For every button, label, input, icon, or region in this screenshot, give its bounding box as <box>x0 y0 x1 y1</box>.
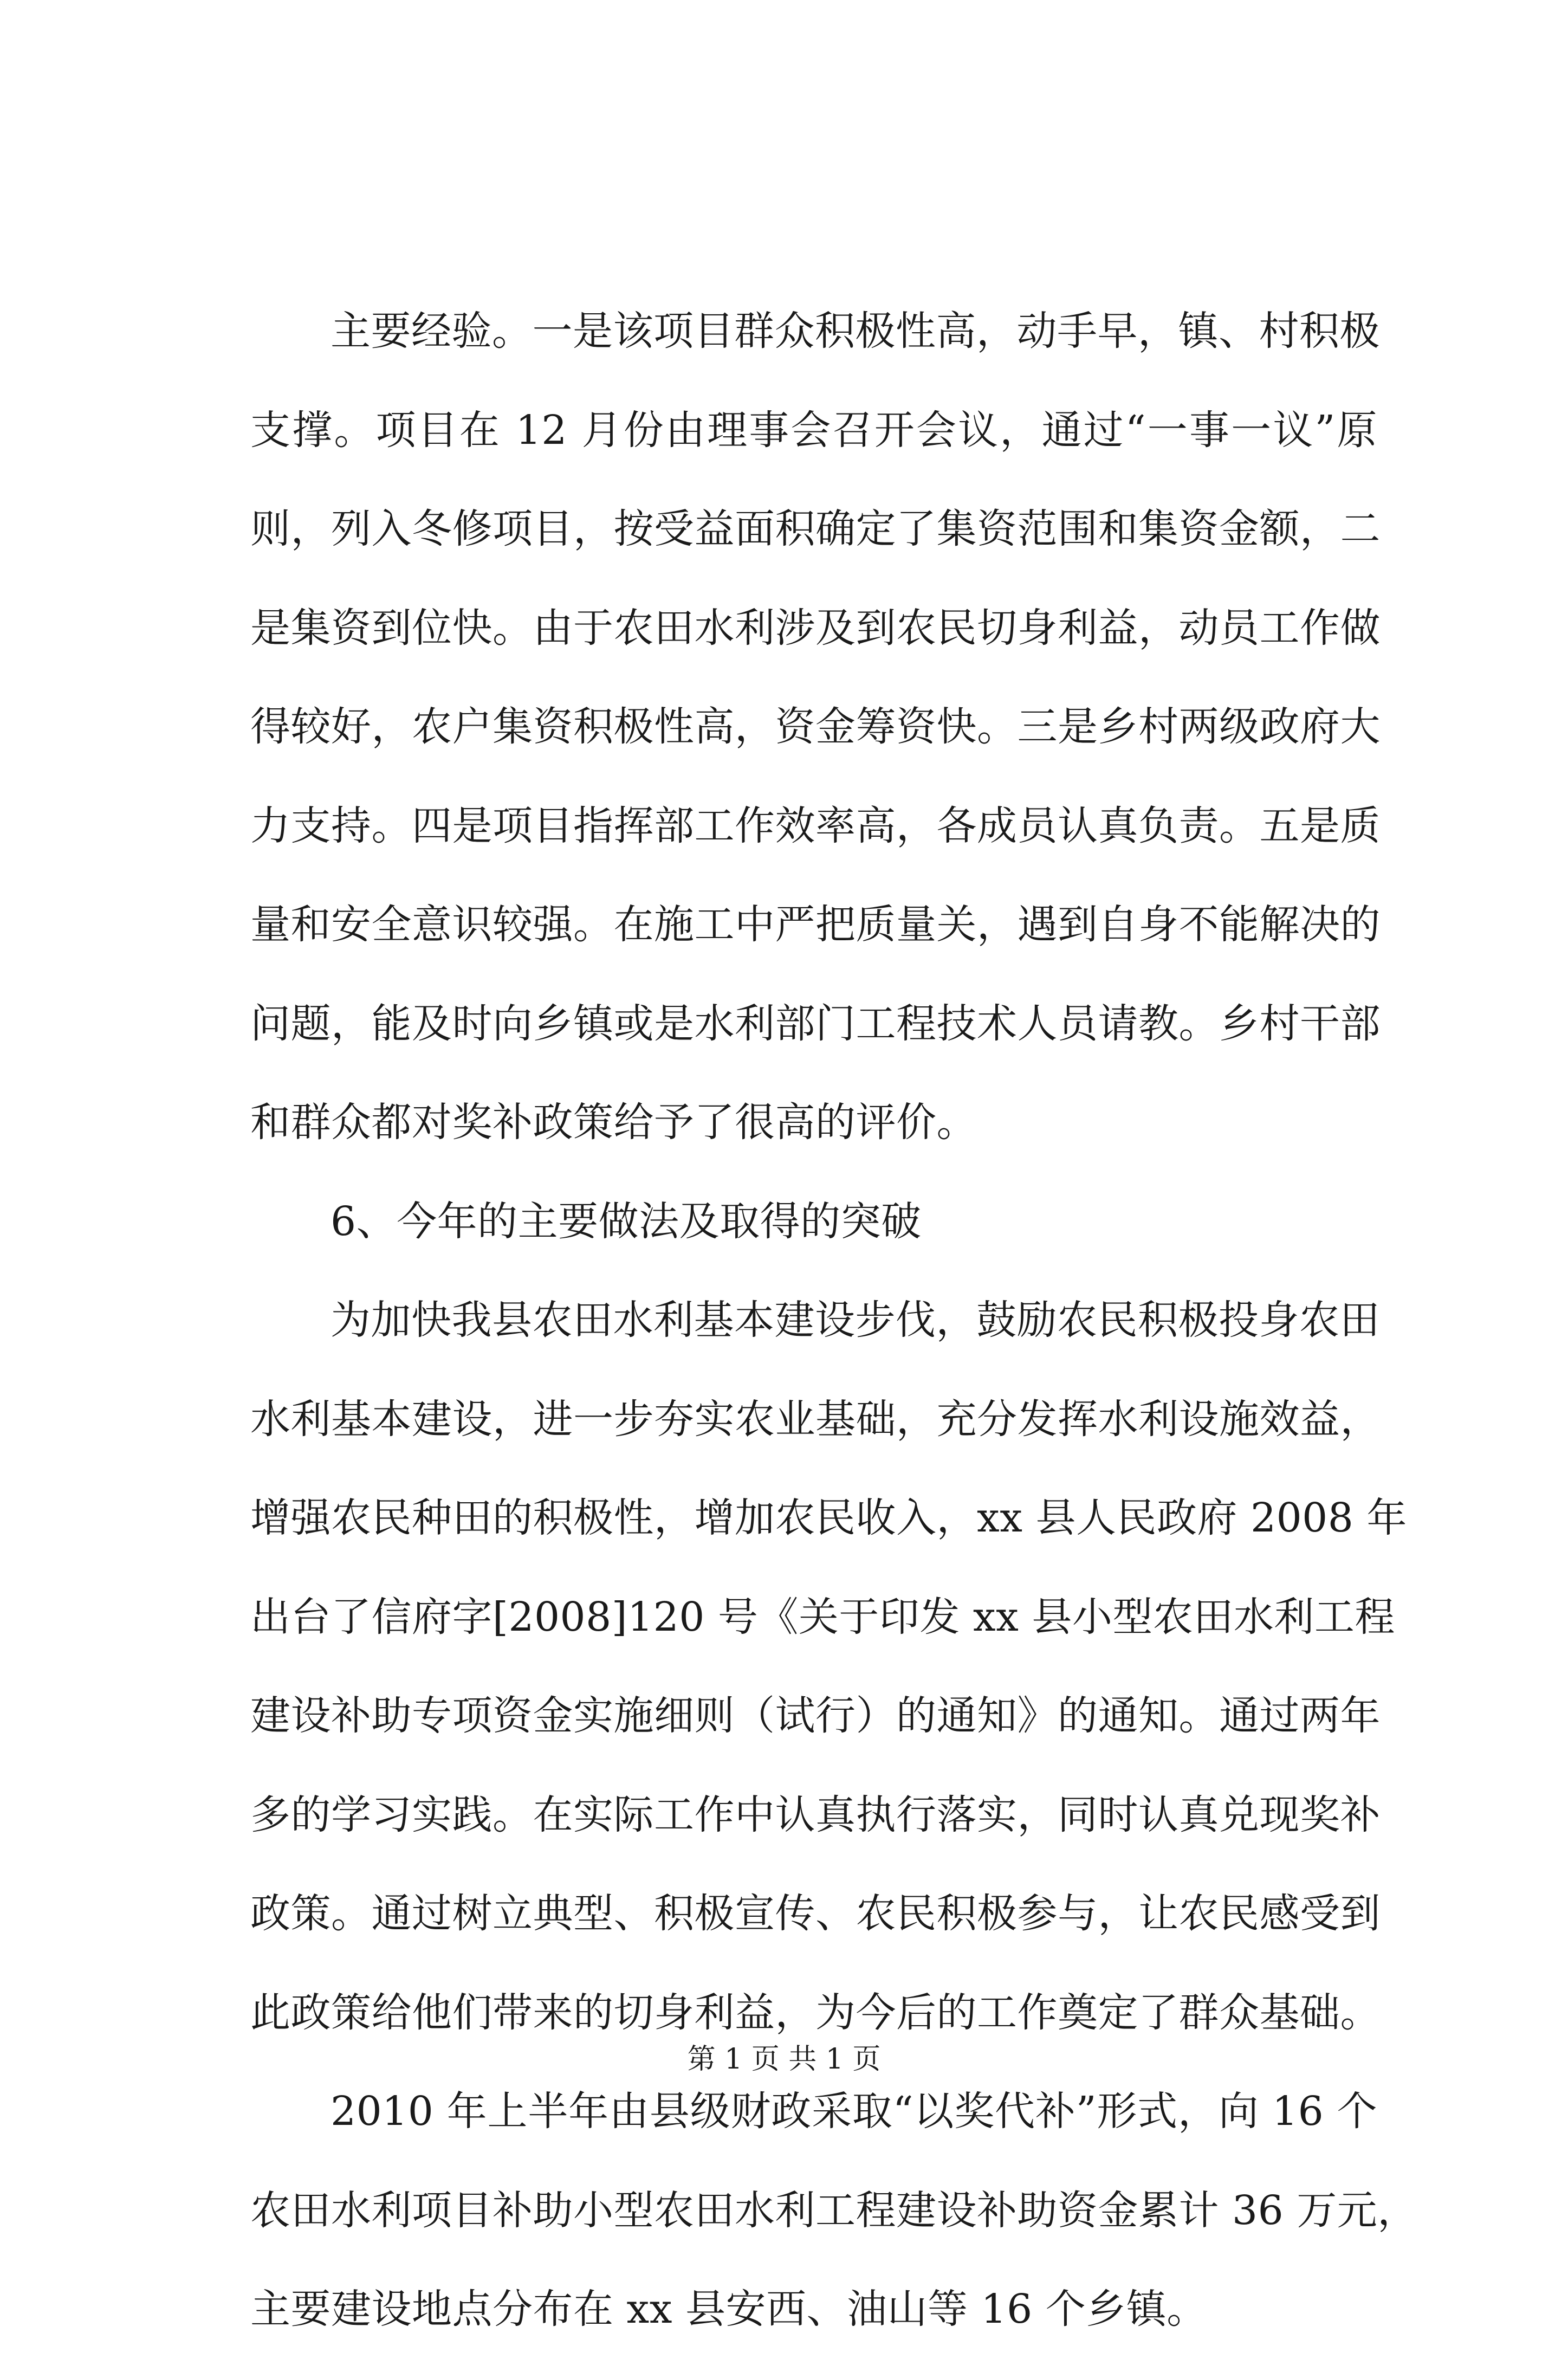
paragraph-line: 2010 年上半年由县级财政采取“以奖代补”形式，向 16 个 <box>331 2088 1377 2135</box>
paragraph-line: 政策。通过树立典型、积极宣传、农民积极参与，让农民感受到 <box>250 1890 1381 1937</box>
paragraph-line: 问题，能及时向乡镇或是水利部门工程技术人员请教。乡村干部 <box>250 1000 1381 1047</box>
paragraph-line: 量和安全意识较强。在施工中严把质量关，遇到自身不能解决的 <box>250 901 1381 948</box>
paragraph-line: 主要经验。一是该项目群众积极性高，动手早，镇、村积极 <box>331 308 1380 354</box>
paragraph-line: 增强农民种田的积极性，增加农民收入，xx 县人民政府 2008 年 <box>250 1495 1407 1541</box>
paragraph-line: 则，列入冬修项目，按受益面积确定了集资范围和集资金额，二 <box>250 506 1381 552</box>
paragraph-line: 力支持。四是项目指挥部工作效率高，各成员认真负责。五是质 <box>250 802 1381 849</box>
paragraph-line: 和群众都对奖补政策给予了很高的评价。 <box>250 1099 977 1146</box>
paragraph-line: 是集资到位快。由于农田水利涉及到农民切身利益，动员工作做 <box>250 604 1381 651</box>
paragraph-line: 出台了信府字[2008]120 号《关于印发 xx 县小型农田水利工程 <box>250 1593 1395 1640</box>
page-number-footer: 第 1 页 共 1 页 <box>687 2043 881 2076</box>
paragraph-line: 支撑。项目在 12 月份由理事会召开会议，通过“一事一议”原 <box>250 406 1377 454</box>
paragraph-line: 为加快我县农田水利基本建设步伐，鼓励农民积极投身农田 <box>331 1297 1380 1343</box>
paragraph-line: 农田水利项目补助小型农田水利工程建设补助资金累计 36 万元， <box>250 2187 1418 2234</box>
paragraph-line: 得较好，农户集资积极性高，资金筹资快。三是乡村两级政府大 <box>250 703 1381 750</box>
paragraph-line: 多的学习实践。在实际工作中认真执行落实，同时认真兑现奖补 <box>250 1791 1381 1838</box>
paragraph-line: 建设补助专项资金实施细则（试行）的通知》的通知。通过两年 <box>250 1692 1381 1739</box>
paragraph-line: 主要建设地点分布在 xx 县安西、油山等 16 个乡镇。 <box>250 2286 1207 2332</box>
section-heading: 6、今年的主要做法及取得的突破 <box>331 1198 922 1245</box>
paragraph-line: 此政策给他们带来的切身利益，为今后的工作奠定了群众基础。 <box>250 1989 1381 2036</box>
paragraph-line: 水利基本建设，进一步夯实农业基础，充分发挥水利设施效益， <box>250 1395 1381 1443</box>
